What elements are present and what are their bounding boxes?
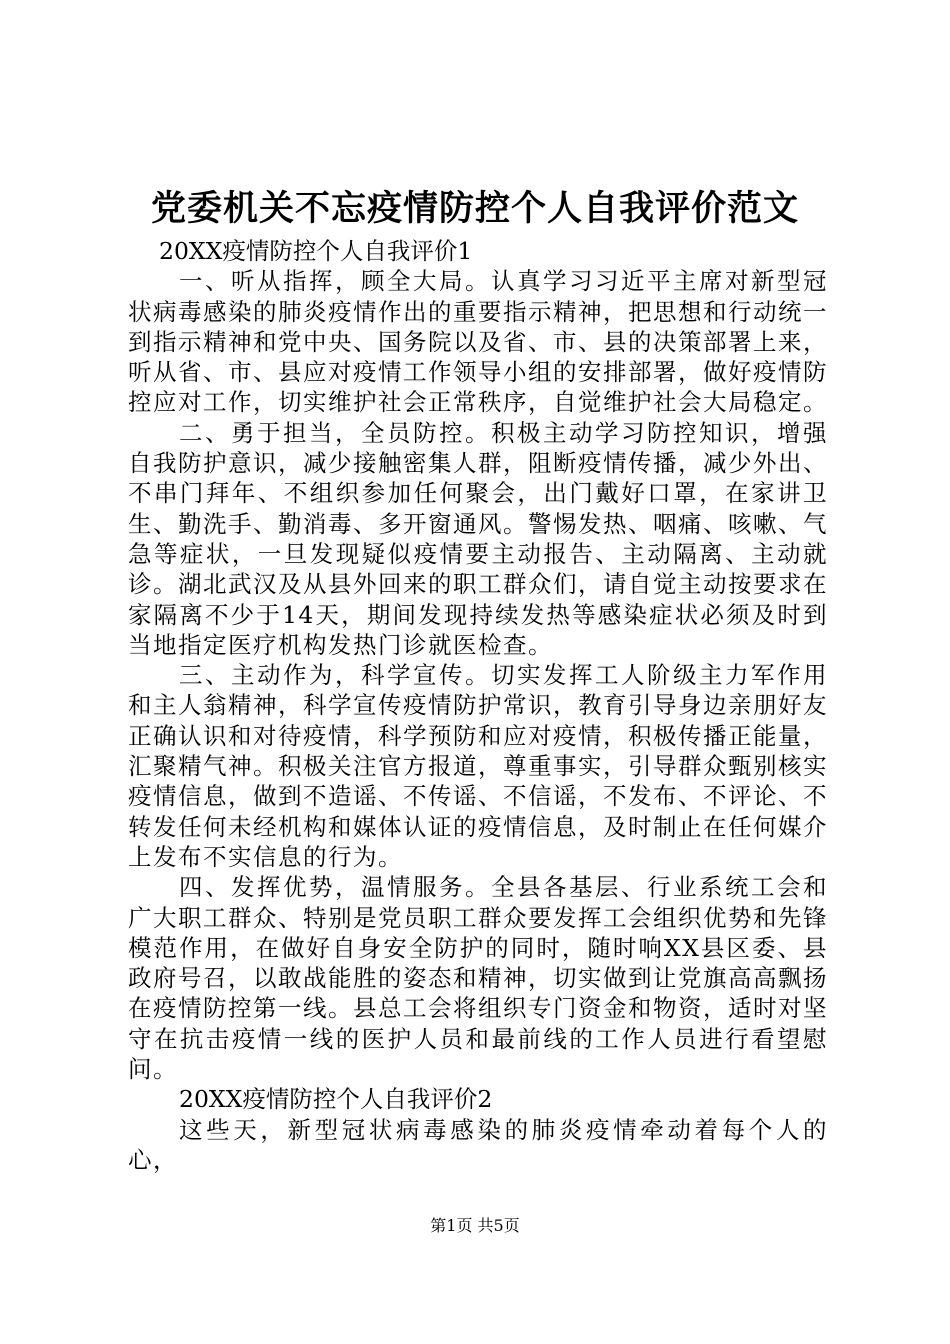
page-footer: 第1页 共5页 [430, 1216, 520, 1235]
paragraph-4: 四、发挥优势，温情服务。全县各基层、行业系统工会和广大职工群众、特别是党员职工群众要发挥工会组织优势和先锋模范作用，在做好自身安全防护的同时，随时响XX县区委、县政府号召，以敢战能胜的姿态和精神，切实做到让党旗高高飘扬在疫情防控第一线。县总工会将组织专门资金和物资，适时对坚守在抗击疫情一线的医护人员和最前线的工作人员进行看望慰问。 [128, 873, 828, 1084]
paragraph-3: 三、主动作为，科学宣传。切实发挥工人阶级主力军作用和主人翁精神，科学宣传疫情防护常识，教育引导身边亲朋好友正确认识和对待疫情，科学预防和应对疫情，积极传播正能量，汇聚精气神。积极关注官方报道，尊重事实，引导群众甄别核实疫情信息，做到不造谣、不传谣、不信谣，不发布、不评论、不转发任何未经机构和媒体认证的疫情信息，及时制止在任何媒介上发布不实信息的行为。 [128, 661, 828, 871]
section-heading-2: 20XX疫情防控个人自我评价2 [179, 1085, 493, 1114]
document-title: 党委机关不忘疫情防控个人自我评价范文 [150, 188, 799, 229]
paragraph-1: 一、听从指挥，顾全大局。认真学习习近平主席对新型冠状病毒感染的肺炎疫情作出的重要指示精神，把思想和行动统一到指示精神和党中央、国务院以及省、市、县的决策部署上来，听从省、市、县应对疫情工作领导小组的安排部署，做好疫情防控应对工作，切实维护社会正常秩序，自觉维护社会大局稳定。 [128, 267, 828, 417]
document-body [128, 236, 828, 1175]
paragraph-5: 这些天，新型冠状病毒感染的肺炎疫情牵动着每个人的心， [128, 1115, 828, 1174]
section-heading-1: 20XX疫情防控个人自我评价1 [159, 237, 473, 265]
paragraph-2: 二、勇于担当，全员防控。积极主动学习防控知识，增强自我防护意识，减少接触密集人群，阻断疫情传播，减少外出、不串门拜年、不组织参加任何聚会，出门戴好口罩，在家讲卫生、勤洗手、勤消毒、多开窗通风。警惕发热、咽痛、咳嗽、气急等症状，一旦发现疑似疫情要主动报告、主动隔离、主动就诊。湖北武汉及从县外回来的职工群众们，请自觉主动按要求在家隔离不少于14天，期间发现持续发热等感染症状必须及时到当地指定医疗机构发热门诊就医检查。 [128, 418, 828, 659]
